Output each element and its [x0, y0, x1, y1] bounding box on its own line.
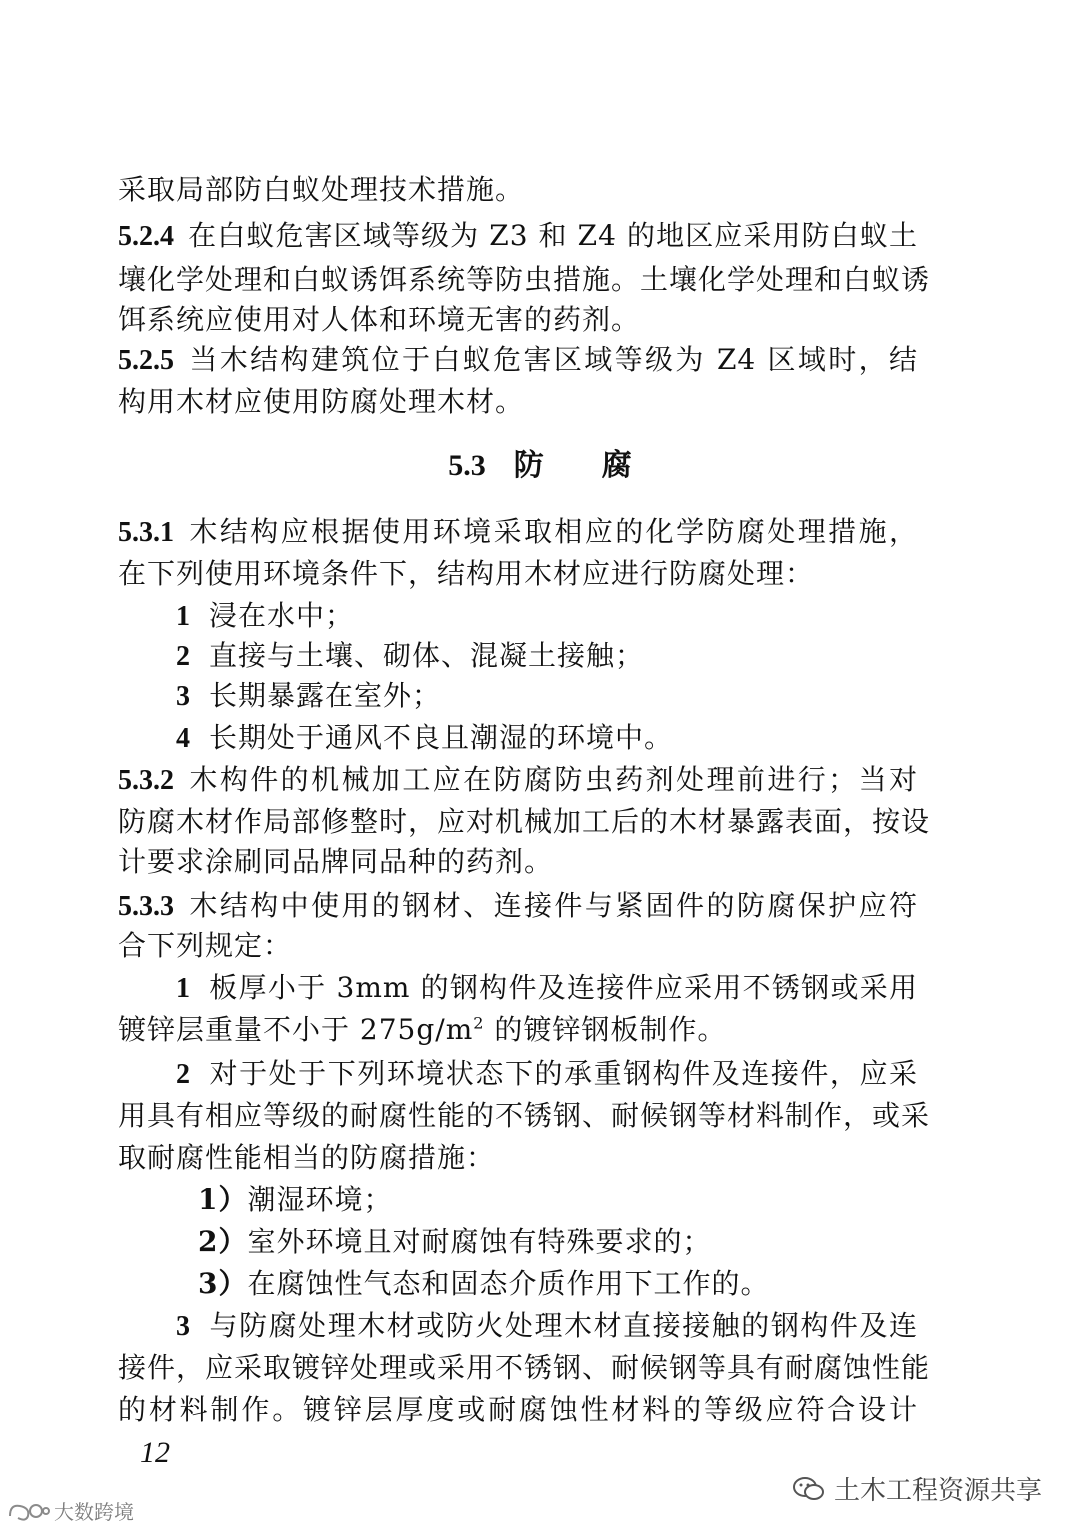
watermark-right — [792, 1470, 1042, 1507]
watermark-text: 大数跨境 — [54, 1500, 134, 1524]
clause-number: 5.3.1 — [118, 517, 174, 548]
sub-item: 3）在腐蚀性气态和固态介质作用下工作的。 — [198, 1267, 770, 1300]
paragraph-line: 构用木材应使用防腐处理木材。 — [118, 385, 525, 418]
paragraph-line: 取耐腐性能相当的防腐措施： — [118, 1141, 496, 1174]
wechat-icon — [792, 1476, 826, 1502]
clause-number: 5.3.3 — [118, 891, 174, 922]
paragraph-line: 镀锌层重量不小于 $275g/m^2$ 的镀锌钢板制作。 — [118, 1013, 727, 1046]
clause-5-3-2: 5.3.2 木构件的机械加工应在防腐防虫药剂处理前进行；当对 — [118, 763, 918, 796]
clause-5-2-4: 5.2.4 在白蚁危害区域等级为 Z3 和 Z4 的地区应采用防白蚁土 — [118, 219, 918, 252]
logo-icon — [6, 1500, 50, 1522]
list-item: 2 对于处于下列环境状态下的承重钢构件及连接件，应采 — [176, 1057, 918, 1090]
clause-number: 5.3.2 — [118, 765, 174, 796]
paragraph-line: 计要求涂刷同品牌同品种的药剂。 — [118, 845, 554, 878]
list-item: 3 长期暴露在室外； — [176, 679, 442, 712]
paragraph-line: 接件，应采取镀锌处理或采用不锈钢、耐候钢等具有耐腐蚀性能 — [118, 1351, 931, 1384]
paragraph-line: 防腐木材作局部修整时，应对机械加工后的木材暴露表面，按设 — [118, 805, 931, 838]
paragraph-line: 用具有相应等级的耐腐性能的不锈钢、耐候钢等材料制作，或采 — [118, 1099, 931, 1132]
watermark-left — [6, 1496, 134, 1525]
list-item: 2 直接与土壤、砌体、混凝土接触； — [176, 639, 645, 672]
clause-number: 5.2.4 — [118, 221, 174, 252]
list-item: 3 与防腐处理木材或防火处理木材直接接触的钢构件及连 — [176, 1309, 918, 1342]
paragraph-line: 合下列规定： — [118, 929, 293, 962]
list-item: 4 长期处于通风不良且潮湿的环境中。 — [176, 721, 674, 754]
paragraph-line: 的材料制作。镀锌层厚度或耐腐蚀性材料的等级应符合设计 — [118, 1393, 918, 1426]
clause-5-3-3: 5.3.3 木结构中使用的钢材、连接件与紧固件的防腐保护应符 — [118, 889, 918, 922]
section-heading: 5.3 防 腐 — [448, 448, 632, 483]
watermark-text: 土木工程资源共享 — [833, 1476, 1042, 1506]
sub-item: 1）潮湿环境； — [198, 1183, 393, 1216]
list-item: 1 浸在水中； — [176, 599, 355, 632]
clause-number: 5.2.5 — [118, 345, 174, 376]
clause-5-3-1: 5.3.1 木结构应根据使用环境采取相应的化学防腐处理措施， — [118, 515, 918, 548]
paragraph-line: 采取局部防白蚁处理技术措施。 — [118, 173, 525, 206]
page-number: 12 — [140, 1436, 170, 1469]
paragraph-line: 饵系统应使用对人体和环境无害的药剂。 — [118, 303, 641, 336]
paragraph-line: 壤化学处理和白蚁诱饵系统等防虫措施。土壤化学处理和白蚁诱 — [118, 263, 931, 296]
clause-5-2-5: 5.2.5 当木结构建筑位于白蚁危害区域等级为 Z4 区域时，结 — [118, 343, 918, 376]
list-item: 1 板厚小于 3mm 的钢构件及连接件应采用不锈钢或采用 — [176, 971, 918, 1004]
paragraph-line: 在下列使用环境条件下，结构用木材应进行防腐处理： — [118, 557, 815, 590]
sub-item: 2）室外环境且对耐腐蚀有特殊要求的； — [198, 1225, 712, 1258]
